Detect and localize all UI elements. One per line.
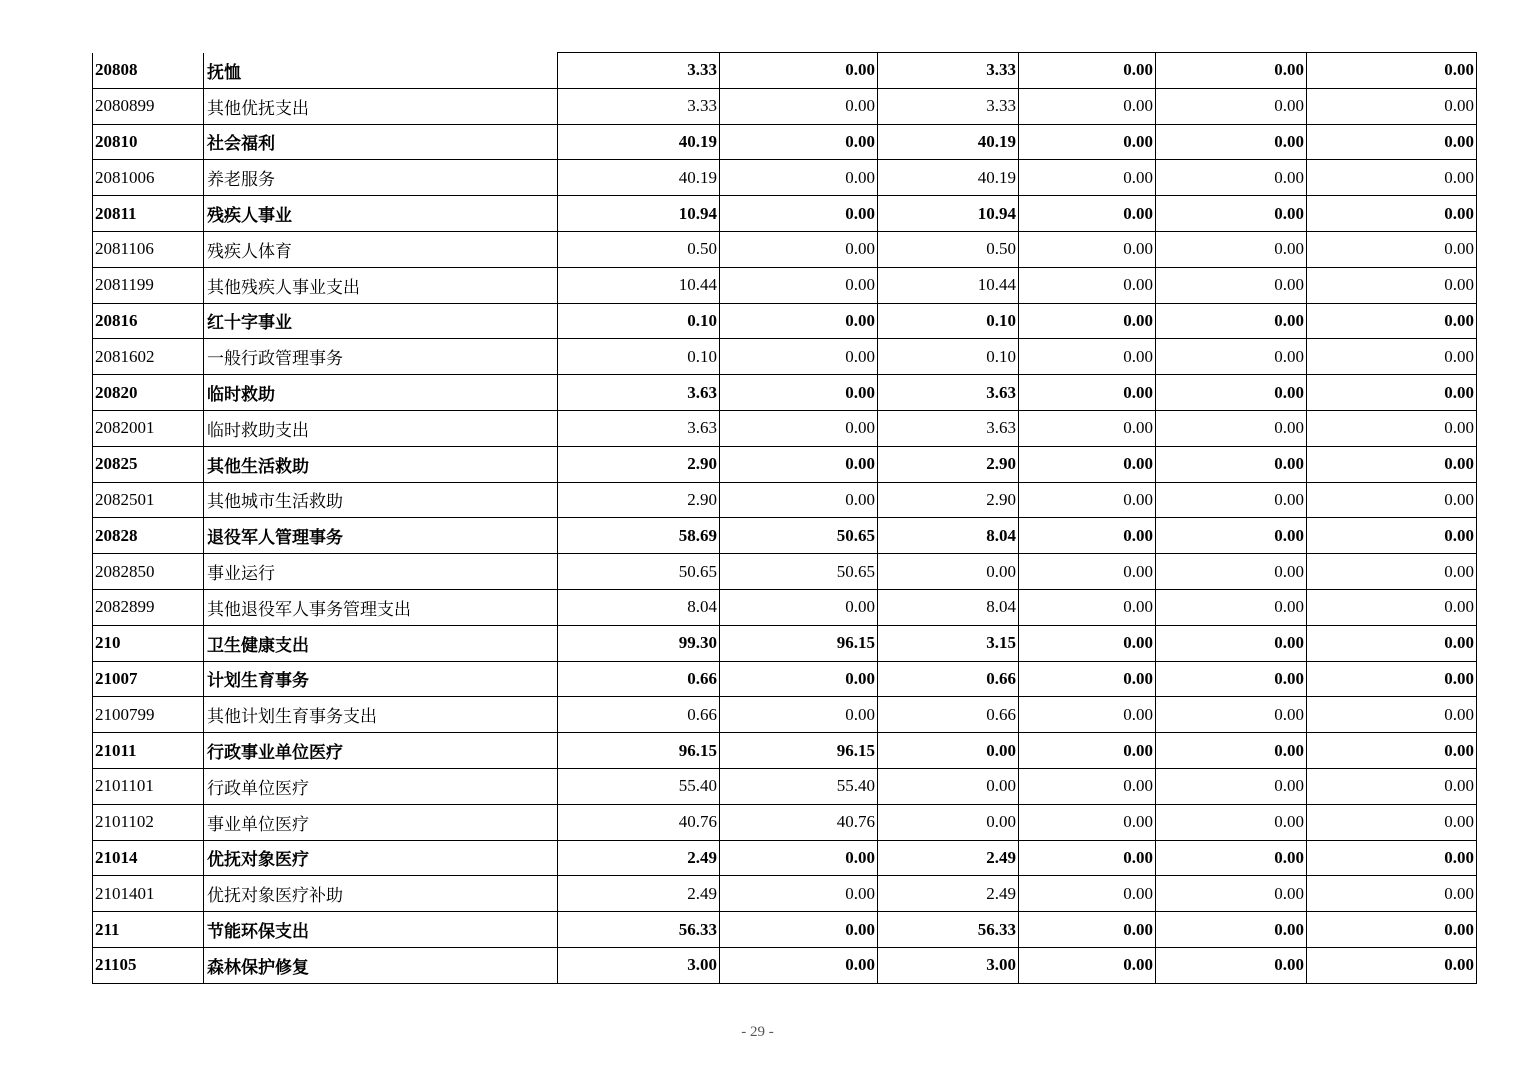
amount-cell: 3.00 bbox=[878, 947, 1019, 983]
budget-table bbox=[92, 52, 1477, 984]
subject-code-cell: 20808 bbox=[93, 53, 204, 89]
subject-name-cell: 残疾人事业 bbox=[204, 196, 558, 232]
subject-name-cell: 行政事业单位医疗 bbox=[204, 733, 558, 769]
table-row bbox=[93, 196, 1477, 232]
amount-cell: 0.00 bbox=[1156, 661, 1307, 697]
amount-cell: 0.00 bbox=[720, 912, 878, 948]
table-row bbox=[93, 876, 1477, 912]
subject-code-cell: 2081199 bbox=[93, 267, 204, 303]
subject-name-cell: 其他退役军人事务管理支出 bbox=[204, 589, 558, 625]
table-row bbox=[93, 661, 1477, 697]
amount-cell: 8.04 bbox=[878, 518, 1019, 554]
amount-cell: 0.00 bbox=[1019, 446, 1156, 482]
amount-cell: 10.94 bbox=[878, 196, 1019, 232]
subject-code-cell: 20828 bbox=[93, 518, 204, 554]
subject-code-cell: 21105 bbox=[93, 947, 204, 983]
amount-cell: 8.04 bbox=[878, 589, 1019, 625]
amount-cell: 0.00 bbox=[1019, 625, 1156, 661]
amount-cell: 0.66 bbox=[558, 697, 720, 733]
amount-cell: 0.00 bbox=[1019, 267, 1156, 303]
table-row bbox=[93, 804, 1477, 840]
amount-cell: 3.33 bbox=[878, 88, 1019, 124]
amount-cell: 0.00 bbox=[1019, 912, 1156, 948]
amount-cell: 0.00 bbox=[1019, 733, 1156, 769]
amount-cell: 0.00 bbox=[878, 554, 1019, 590]
amount-cell: 0.00 bbox=[1307, 661, 1477, 697]
amount-cell: 0.00 bbox=[1156, 554, 1307, 590]
subject-code-cell: 21014 bbox=[93, 840, 204, 876]
amount-cell: 0.00 bbox=[1019, 124, 1156, 160]
amount-cell: 2.49 bbox=[558, 876, 720, 912]
amount-cell: 0.00 bbox=[1307, 876, 1477, 912]
amount-cell: 0.00 bbox=[1307, 231, 1477, 267]
budget-table-container bbox=[92, 52, 1476, 984]
amount-cell: 0.00 bbox=[720, 482, 878, 518]
amount-cell: 96.15 bbox=[720, 625, 878, 661]
amount-cell: 0.00 bbox=[1019, 88, 1156, 124]
table-row bbox=[93, 267, 1477, 303]
amount-cell: 0.00 bbox=[720, 840, 878, 876]
amount-cell: 10.44 bbox=[558, 267, 720, 303]
table-row bbox=[93, 554, 1477, 590]
table-row bbox=[93, 124, 1477, 160]
amount-cell: 0.10 bbox=[878, 303, 1019, 339]
amount-cell: 3.63 bbox=[878, 410, 1019, 446]
subject-name-cell: 临时救助 bbox=[204, 375, 558, 411]
subject-code-cell: 20811 bbox=[93, 196, 204, 232]
amount-cell: 0.00 bbox=[720, 303, 878, 339]
subject-name-cell: 临时救助支出 bbox=[204, 410, 558, 446]
amount-cell: 0.00 bbox=[1019, 231, 1156, 267]
amount-cell: 0.10 bbox=[558, 339, 720, 375]
amount-cell: 0.00 bbox=[720, 661, 878, 697]
amount-cell: 0.00 bbox=[720, 410, 878, 446]
amount-cell: 0.00 bbox=[1307, 303, 1477, 339]
amount-cell: 0.00 bbox=[720, 339, 878, 375]
subject-code-cell: 20816 bbox=[93, 303, 204, 339]
amount-cell: 0.00 bbox=[1019, 768, 1156, 804]
subject-code-cell: 2101102 bbox=[93, 804, 204, 840]
amount-cell: 0.00 bbox=[1019, 410, 1156, 446]
amount-cell: 0.00 bbox=[1307, 410, 1477, 446]
table-row bbox=[93, 53, 1477, 89]
subject-code-cell: 21011 bbox=[93, 733, 204, 769]
subject-name-cell: 计划生育事务 bbox=[204, 661, 558, 697]
amount-cell: 0.00 bbox=[720, 160, 878, 196]
amount-cell: 0.00 bbox=[1307, 160, 1477, 196]
table-row bbox=[93, 589, 1477, 625]
amount-cell: 0.00 bbox=[1019, 482, 1156, 518]
amount-cell: 0.00 bbox=[1019, 196, 1156, 232]
amount-cell: 40.19 bbox=[878, 124, 1019, 160]
amount-cell: 0.00 bbox=[1156, 339, 1307, 375]
amount-cell: 55.40 bbox=[558, 768, 720, 804]
amount-cell: 50.65 bbox=[558, 554, 720, 590]
amount-cell: 0.00 bbox=[1156, 482, 1307, 518]
amount-cell: 3.33 bbox=[558, 53, 720, 89]
amount-cell: 0.00 bbox=[1019, 518, 1156, 554]
amount-cell: 0.00 bbox=[1307, 554, 1477, 590]
amount-cell: 0.00 bbox=[1019, 589, 1156, 625]
amount-cell: 99.30 bbox=[558, 625, 720, 661]
amount-cell: 0.00 bbox=[1019, 840, 1156, 876]
subject-name-cell: 其他优抚支出 bbox=[204, 88, 558, 124]
amount-cell: 55.40 bbox=[720, 768, 878, 804]
amount-cell: 3.33 bbox=[558, 88, 720, 124]
amount-cell: 0.00 bbox=[1307, 768, 1477, 804]
amount-cell: 0.66 bbox=[558, 661, 720, 697]
subject-name-cell: 优抚对象医疗补助 bbox=[204, 876, 558, 912]
amount-cell: 0.00 bbox=[1019, 554, 1156, 590]
amount-cell: 2.49 bbox=[558, 840, 720, 876]
amount-cell: 0.00 bbox=[1156, 160, 1307, 196]
subject-code-cell: 20820 bbox=[93, 375, 204, 411]
amount-cell: 8.04 bbox=[558, 589, 720, 625]
subject-name-cell: 优抚对象医疗 bbox=[204, 840, 558, 876]
amount-cell: 0.00 bbox=[1019, 697, 1156, 733]
table-row bbox=[93, 303, 1477, 339]
amount-cell: 40.19 bbox=[558, 160, 720, 196]
subject-code-cell: 211 bbox=[93, 912, 204, 948]
subject-name-cell: 节能环保支出 bbox=[204, 912, 558, 948]
table-row bbox=[93, 518, 1477, 554]
amount-cell: 58.69 bbox=[558, 518, 720, 554]
amount-cell: 0.00 bbox=[1307, 804, 1477, 840]
table-row bbox=[93, 375, 1477, 411]
amount-cell: 0.00 bbox=[1156, 124, 1307, 160]
amount-cell: 3.63 bbox=[558, 410, 720, 446]
amount-cell: 0.00 bbox=[1156, 231, 1307, 267]
table-row bbox=[93, 339, 1477, 375]
amount-cell: 0.00 bbox=[1156, 876, 1307, 912]
amount-cell: 50.65 bbox=[720, 554, 878, 590]
amount-cell: 0.00 bbox=[1156, 912, 1307, 948]
amount-cell: 0.50 bbox=[878, 231, 1019, 267]
amount-cell: 0.50 bbox=[558, 231, 720, 267]
amount-cell: 0.00 bbox=[1156, 410, 1307, 446]
subject-name-cell: 其他计划生育事务支出 bbox=[204, 697, 558, 733]
subject-name-cell: 其他生活救助 bbox=[204, 446, 558, 482]
amount-cell: 0.00 bbox=[1156, 88, 1307, 124]
subject-code-cell: 2100799 bbox=[93, 697, 204, 733]
table-row bbox=[93, 912, 1477, 948]
amount-cell: 0.00 bbox=[1307, 625, 1477, 661]
table-row bbox=[93, 697, 1477, 733]
table-row bbox=[93, 733, 1477, 769]
amount-cell: 0.00 bbox=[720, 231, 878, 267]
subject-name-cell: 行政单位医疗 bbox=[204, 768, 558, 804]
amount-cell: 0.00 bbox=[720, 267, 878, 303]
subject-name-cell: 其他残疾人事业支出 bbox=[204, 267, 558, 303]
table-row bbox=[93, 947, 1477, 983]
amount-cell: 0.00 bbox=[1156, 267, 1307, 303]
subject-code-cell: 2101401 bbox=[93, 876, 204, 912]
amount-cell: 0.66 bbox=[878, 661, 1019, 697]
subject-code-cell: 2082501 bbox=[93, 482, 204, 518]
amount-cell: 0.00 bbox=[720, 88, 878, 124]
amount-cell: 0.00 bbox=[1307, 733, 1477, 769]
amount-cell: 3.00 bbox=[558, 947, 720, 983]
amount-cell: 56.33 bbox=[558, 912, 720, 948]
subject-name-cell: 红十字事业 bbox=[204, 303, 558, 339]
amount-cell: 0.10 bbox=[558, 303, 720, 339]
subject-name-cell: 残疾人体育 bbox=[204, 231, 558, 267]
amount-cell: 40.19 bbox=[878, 160, 1019, 196]
subject-name-cell: 森林保护修复 bbox=[204, 947, 558, 983]
amount-cell: 40.76 bbox=[720, 804, 878, 840]
amount-cell: 0.00 bbox=[1019, 303, 1156, 339]
subject-name-cell: 退役军人管理事务 bbox=[204, 518, 558, 554]
amount-cell: 0.00 bbox=[720, 697, 878, 733]
amount-cell: 0.00 bbox=[1156, 446, 1307, 482]
amount-cell: 0.00 bbox=[1307, 482, 1477, 518]
amount-cell: 3.63 bbox=[878, 375, 1019, 411]
amount-cell: 0.00 bbox=[1307, 196, 1477, 232]
amount-cell: 50.65 bbox=[720, 518, 878, 554]
amount-cell: 0.00 bbox=[1307, 589, 1477, 625]
subject-name-cell: 社会福利 bbox=[204, 124, 558, 160]
table-row bbox=[93, 231, 1477, 267]
table-row bbox=[93, 482, 1477, 518]
table-row bbox=[93, 840, 1477, 876]
subject-code-cell: 210 bbox=[93, 625, 204, 661]
amount-cell: 0.00 bbox=[1156, 840, 1307, 876]
amount-cell: 3.15 bbox=[878, 625, 1019, 661]
amount-cell: 0.00 bbox=[720, 589, 878, 625]
amount-cell: 0.00 bbox=[1156, 589, 1307, 625]
amount-cell: 3.63 bbox=[558, 375, 720, 411]
amount-cell: 2.49 bbox=[878, 876, 1019, 912]
amount-cell: 0.00 bbox=[1307, 912, 1477, 948]
table-body bbox=[93, 53, 1477, 984]
amount-cell: 96.15 bbox=[558, 733, 720, 769]
table-row bbox=[93, 88, 1477, 124]
amount-cell: 0.66 bbox=[878, 697, 1019, 733]
amount-cell: 0.00 bbox=[1307, 53, 1477, 89]
amount-cell: 0.00 bbox=[1307, 947, 1477, 983]
amount-cell: 10.94 bbox=[558, 196, 720, 232]
amount-cell: 0.00 bbox=[1019, 53, 1156, 89]
amount-cell: 0.00 bbox=[720, 876, 878, 912]
subject-code-cell: 21007 bbox=[93, 661, 204, 697]
subject-code-cell: 2082001 bbox=[93, 410, 204, 446]
amount-cell: 0.00 bbox=[1019, 876, 1156, 912]
subject-name-cell: 其他城市生活救助 bbox=[204, 482, 558, 518]
amount-cell: 0.00 bbox=[720, 124, 878, 160]
amount-cell: 0.00 bbox=[1307, 375, 1477, 411]
amount-cell: 0.10 bbox=[878, 339, 1019, 375]
subject-code-cell: 20825 bbox=[93, 446, 204, 482]
amount-cell: 0.00 bbox=[1307, 124, 1477, 160]
amount-cell: 0.00 bbox=[720, 53, 878, 89]
amount-cell: 2.90 bbox=[558, 446, 720, 482]
amount-cell: 10.44 bbox=[878, 267, 1019, 303]
amount-cell: 0.00 bbox=[720, 375, 878, 411]
subject-code-cell: 20810 bbox=[93, 124, 204, 160]
amount-cell: 0.00 bbox=[1019, 661, 1156, 697]
amount-cell: 0.00 bbox=[1307, 518, 1477, 554]
amount-cell: 0.00 bbox=[1307, 267, 1477, 303]
subject-name-cell: 事业运行 bbox=[204, 554, 558, 590]
amount-cell: 0.00 bbox=[1307, 446, 1477, 482]
amount-cell: 0.00 bbox=[1156, 768, 1307, 804]
subject-name-cell: 养老服务 bbox=[204, 160, 558, 196]
subject-code-cell: 2081006 bbox=[93, 160, 204, 196]
amount-cell: 0.00 bbox=[1156, 196, 1307, 232]
subject-code-cell: 2082850 bbox=[93, 554, 204, 590]
amount-cell: 0.00 bbox=[720, 196, 878, 232]
subject-code-cell: 2101101 bbox=[93, 768, 204, 804]
subject-code-cell: 2082899 bbox=[93, 589, 204, 625]
subject-code-cell: 2081602 bbox=[93, 339, 204, 375]
amount-cell: 0.00 bbox=[1156, 733, 1307, 769]
amount-cell: 40.76 bbox=[558, 804, 720, 840]
amount-cell: 0.00 bbox=[1156, 303, 1307, 339]
amount-cell: 0.00 bbox=[1156, 697, 1307, 733]
subject-name-cell: 一般行政管理事务 bbox=[204, 339, 558, 375]
subject-code-cell: 2080899 bbox=[93, 88, 204, 124]
amount-cell: 3.33 bbox=[878, 53, 1019, 89]
amount-cell: 2.90 bbox=[878, 446, 1019, 482]
table-row bbox=[93, 160, 1477, 196]
page-number: - 29 - bbox=[741, 1024, 774, 1040]
subject-name-cell: 卫生健康支出 bbox=[204, 625, 558, 661]
table-row bbox=[93, 410, 1477, 446]
amount-cell: 2.90 bbox=[878, 482, 1019, 518]
table-row bbox=[93, 768, 1477, 804]
amount-cell: 2.90 bbox=[558, 482, 720, 518]
amount-cell: 0.00 bbox=[878, 733, 1019, 769]
amount-cell: 0.00 bbox=[1156, 625, 1307, 661]
amount-cell: 96.15 bbox=[720, 733, 878, 769]
amount-cell: 0.00 bbox=[1156, 53, 1307, 89]
amount-cell: 0.00 bbox=[720, 947, 878, 983]
amount-cell: 0.00 bbox=[1019, 339, 1156, 375]
subject-code-cell: 2081106 bbox=[93, 231, 204, 267]
amount-cell: 0.00 bbox=[1156, 804, 1307, 840]
amount-cell: 0.00 bbox=[1307, 339, 1477, 375]
subject-name-cell: 事业单位医疗 bbox=[204, 804, 558, 840]
amount-cell: 0.00 bbox=[1019, 804, 1156, 840]
amount-cell: 0.00 bbox=[1156, 375, 1307, 411]
amount-cell: 0.00 bbox=[1307, 840, 1477, 876]
amount-cell: 40.19 bbox=[558, 124, 720, 160]
amount-cell: 0.00 bbox=[1307, 697, 1477, 733]
amount-cell: 0.00 bbox=[1307, 88, 1477, 124]
table-row bbox=[93, 446, 1477, 482]
amount-cell: 0.00 bbox=[1019, 947, 1156, 983]
amount-cell: 2.49 bbox=[878, 840, 1019, 876]
amount-cell: 0.00 bbox=[878, 804, 1019, 840]
table-row bbox=[93, 625, 1477, 661]
amount-cell: 0.00 bbox=[1156, 947, 1307, 983]
subject-name-cell: 抚恤 bbox=[204, 53, 558, 89]
amount-cell: 0.00 bbox=[1019, 375, 1156, 411]
amount-cell: 0.00 bbox=[1019, 160, 1156, 196]
amount-cell: 0.00 bbox=[878, 768, 1019, 804]
amount-cell: 0.00 bbox=[1156, 518, 1307, 554]
amount-cell: 0.00 bbox=[720, 446, 878, 482]
amount-cell: 56.33 bbox=[878, 912, 1019, 948]
